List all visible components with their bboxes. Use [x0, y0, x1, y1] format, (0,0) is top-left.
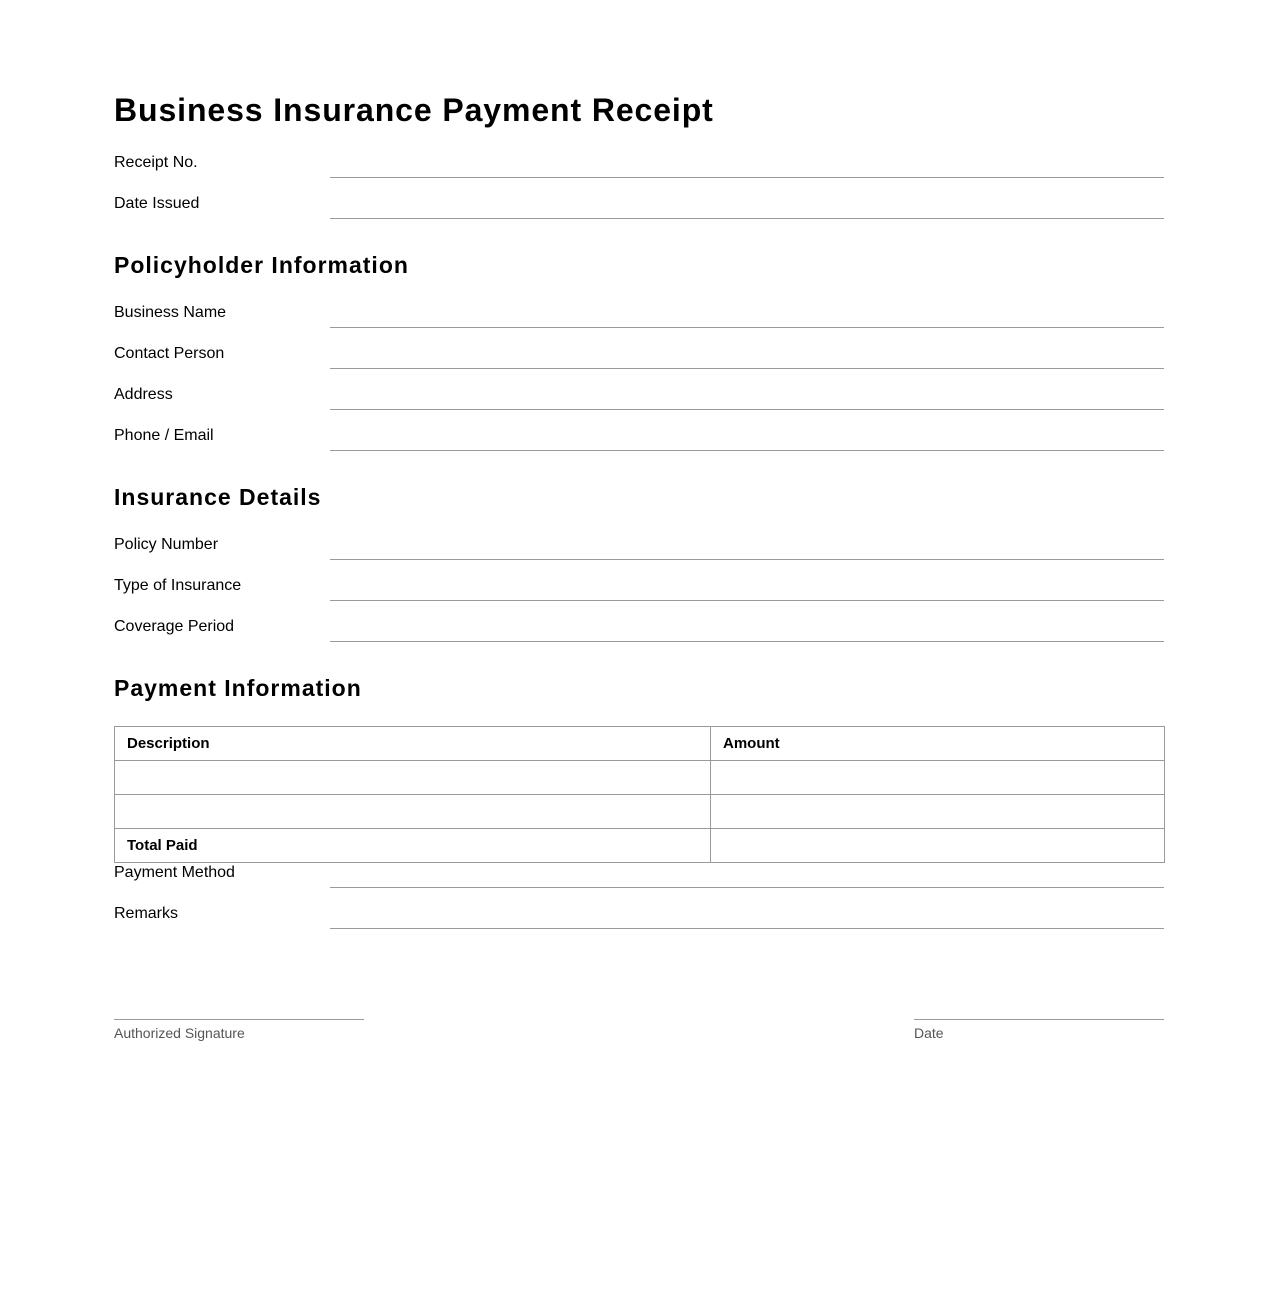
- address-field[interactable]: [114, 385, 1164, 426]
- coverage-period-field[interactable]: [114, 617, 1164, 658]
- business-name-line[interactable]: [330, 327, 1164, 328]
- authorized-signature-block[interactable]: [114, 1019, 364, 1041]
- phone-email-line[interactable]: [330, 450, 1164, 451]
- payment-heading: Payment Information: [114, 675, 362, 701]
- business-name-field[interactable]: [114, 303, 1164, 344]
- coverage-period-label: Coverage Period: [114, 618, 235, 635]
- total-paid-value[interactable]: [711, 829, 1165, 863]
- authorized-signature-caption: Authorized Signature: [114, 1025, 245, 1041]
- amount-cell[interactable]: [711, 795, 1165, 829]
- insurance-heading: Insurance Details: [114, 484, 322, 510]
- insurance-type-field[interactable]: [114, 576, 1164, 617]
- phone-email-field[interactable]: [114, 426, 1164, 467]
- address-line[interactable]: [330, 409, 1164, 410]
- payment-method-line[interactable]: [330, 887, 1164, 888]
- remarks-field[interactable]: [114, 904, 1164, 945]
- insurance-type-line[interactable]: [330, 600, 1164, 601]
- total-row: [115, 829, 1165, 863]
- signature-line[interactable]: [114, 1019, 364, 1020]
- contact-person-line[interactable]: [330, 368, 1164, 369]
- table-row: [115, 795, 1165, 829]
- contact-person-field[interactable]: [114, 344, 1164, 385]
- signature-date-caption: Date: [914, 1025, 944, 1041]
- coverage-period-line[interactable]: [330, 641, 1164, 642]
- policyholder-heading: Policyholder Information: [114, 252, 409, 278]
- amount-cell[interactable]: [711, 761, 1165, 795]
- payment-method-field[interactable]: [114, 863, 1164, 904]
- signature-date-block[interactable]: [914, 1019, 1164, 1041]
- payment-table: [114, 726, 1165, 863]
- receipt-no-line[interactable]: [330, 177, 1164, 178]
- amount-column-header: Amount: [711, 727, 1165, 761]
- receipt-no-label: Receipt No.: [114, 154, 198, 171]
- description-cell[interactable]: [115, 761, 711, 795]
- phone-email-label: Phone / Email: [114, 427, 214, 444]
- date-issued-field[interactable]: [114, 194, 1164, 235]
- date-issued-label: Date Issued: [114, 195, 200, 212]
- payment-table-header-row: [115, 727, 1165, 761]
- total-paid-label: Total Paid: [115, 829, 711, 863]
- description-cell[interactable]: [115, 795, 711, 829]
- receipt-no-field[interactable]: [114, 153, 1164, 194]
- contact-person-label: Contact Person: [114, 345, 225, 362]
- payment-method-label: Payment Method: [114, 864, 235, 881]
- date-issued-line[interactable]: [330, 218, 1164, 219]
- description-column-header: Description: [115, 727, 711, 761]
- address-label: Address: [114, 386, 173, 403]
- remarks-label: Remarks: [114, 905, 179, 922]
- insurance-type-label: Type of Insurance: [114, 577, 242, 594]
- policy-number-line[interactable]: [330, 559, 1164, 560]
- business-name-label: Business Name: [114, 304, 227, 321]
- policy-number-field[interactable]: [114, 535, 1164, 576]
- table-row: [115, 761, 1165, 795]
- document-title: Business Insurance Payment Receipt: [114, 92, 714, 128]
- policy-number-label: Policy Number: [114, 536, 219, 553]
- signature-date-line[interactable]: [914, 1019, 1164, 1020]
- remarks-line[interactable]: [330, 928, 1164, 929]
